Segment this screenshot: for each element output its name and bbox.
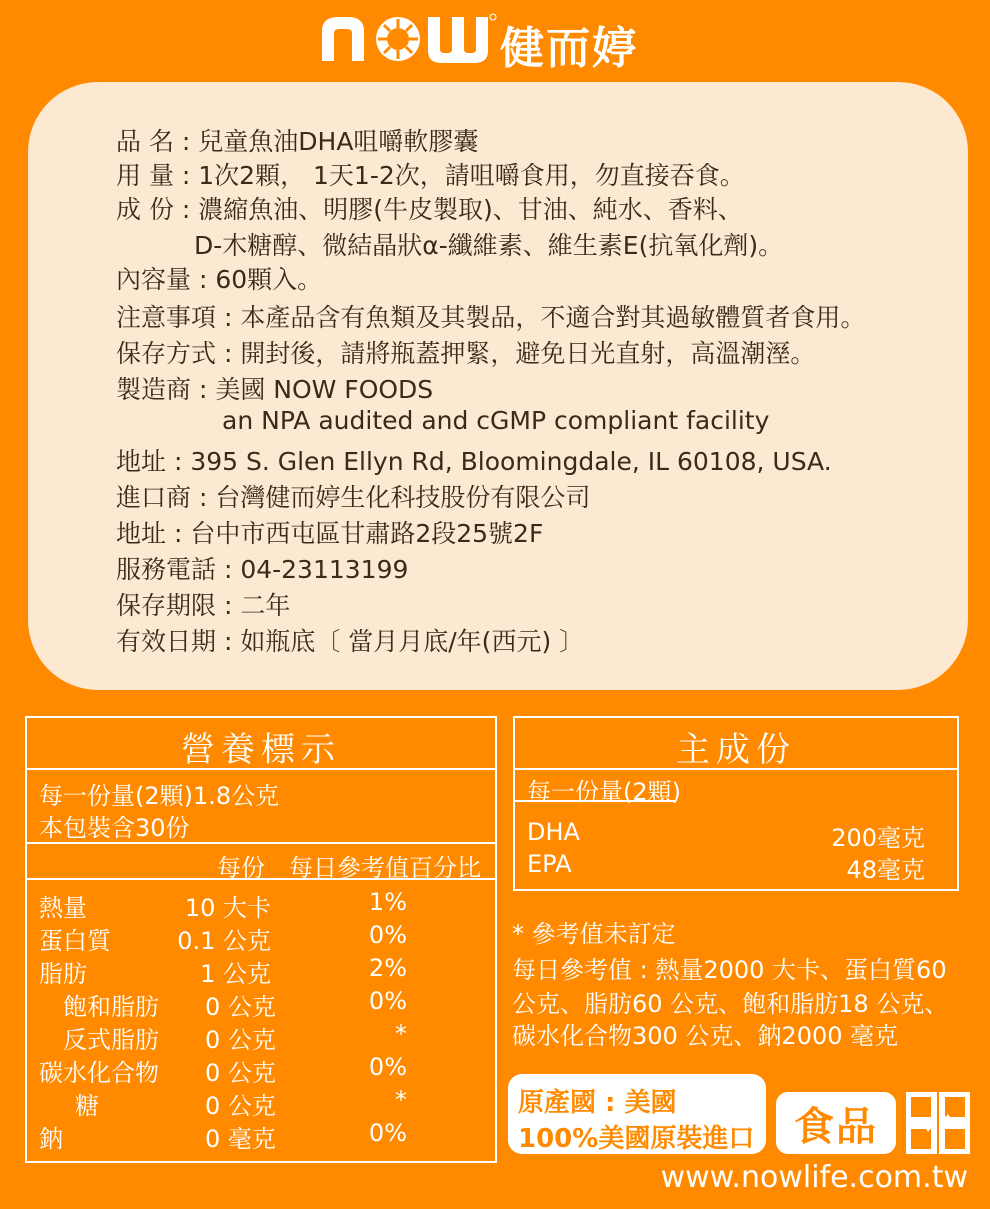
col-per-serving: 每份	[217, 854, 265, 882]
nutrient-name: 熱量	[39, 894, 87, 922]
nutrient-pct: 0%	[368, 987, 407, 1015]
nutrient-pct: 2%	[368, 954, 407, 982]
servings-per-pack: 本包裝含30份	[39, 814, 190, 842]
info-shelf-life: 保存期限 : 二年	[116, 591, 291, 620]
nutrient-name: 脂肪	[39, 960, 87, 988]
info-dosage: 用 量 : 1次2顆， 1天1-2次，請咀嚼食用，勿直接吞食。	[116, 161, 745, 190]
nutrient-name: 飽和脂肪	[63, 993, 159, 1021]
nutrient-amount: 0 公克	[205, 993, 276, 1021]
website-url: www.nowlife.com.tw	[660, 1160, 968, 1195]
product-info-box	[28, 82, 968, 690]
origin-import: 100%美國原裝進口	[518, 1124, 755, 1154]
note-daily-values-end: 碳水化合物300 公克、鈉2000 毫克	[512, 1022, 899, 1050]
nutrient-amount: 0 公克	[205, 1026, 276, 1054]
nutrition-row	[39, 987, 419, 1020]
info-ingredients: 成 份 : 濃縮魚油、明膠(牛皮製取)、甘油、純水、香料、	[116, 195, 743, 224]
nutrient-name: 反式脂肪	[63, 1026, 159, 1054]
info-storage: 保存方式 : 開封後，請將瓶蓋押緊，避免日光直射，高溫潮溼。	[116, 339, 816, 368]
nutrient-pct: 1%	[368, 888, 407, 916]
info-importer: 進口商 : 台灣健而婷生化科技股份有限公司	[116, 483, 591, 512]
divider	[27, 768, 495, 770]
nutrient-pct: *	[395, 1020, 407, 1048]
nutrient-amount: 0.1 公克	[177, 927, 271, 955]
main-serving-size: 每一份量(2顆)	[527, 778, 681, 806]
nutrient-name: 碳水化合物	[39, 1059, 159, 1087]
nutrition-row	[39, 1086, 419, 1119]
info-address-tw: 地址 : 台中市西屯區甘肅路2段25號2F	[116, 519, 544, 548]
nutrient-amount: 0 公克	[205, 1092, 276, 1120]
main-ingredients-title: 主成份	[676, 730, 796, 770]
nutrition-title: 營養標示	[181, 730, 341, 770]
ingredient-amount-dha: 200毫克	[831, 824, 925, 852]
info-caution: 注意事項 : 本產品含有魚類及其製品，不適合對其過敏體質者食用。	[116, 303, 866, 332]
divider	[515, 800, 675, 802]
info-address-us: 地址 : 395 S. Glen Ellyn Rd, Bloomingdale, IL 60108, USA.	[116, 447, 832, 476]
info-phone: 服務電話 : 04-23113199	[116, 555, 409, 584]
nutrient-name: 蛋白質	[39, 927, 111, 955]
ingredient-amount-epa: 48毫克	[846, 856, 925, 884]
nutrient-amount: 10 大卡	[184, 894, 271, 922]
recycle-icon	[906, 1092, 970, 1154]
nutrient-amount: 0 毫克	[205, 1125, 276, 1153]
info-manufacturer: 製造商 : 美國 NOW FOODS	[116, 375, 434, 404]
serving-size: 每一份量(2顆)1.8公克	[39, 782, 280, 810]
nutrition-panel	[25, 716, 497, 1163]
col-daily-pct: 每日參考值百分比	[289, 854, 481, 882]
nutrition-row	[39, 1119, 419, 1152]
origin-country: 原產國 : 美國	[518, 1088, 677, 1118]
main-ingredients-panel	[513, 716, 959, 891]
nutrient-pct: 0%	[368, 1053, 407, 1081]
now-logo	[318, 8, 498, 68]
ingredient-name-epa: EPA	[527, 850, 572, 878]
nutrient-amount: 0 公克	[205, 1059, 276, 1087]
info-product-name: 品 名 : 兒童魚油DHA咀嚼軟膠囊	[116, 127, 479, 156]
nutrition-row	[39, 954, 419, 987]
nutrient-pct: 0%	[368, 1119, 407, 1147]
nutrition-row	[39, 1053, 419, 1086]
nutrition-row	[39, 921, 419, 954]
note-daily-values: 每日參考值 : 熱量2000 大卡、蛋白質60	[512, 956, 947, 984]
food-label: 食品	[776, 1092, 896, 1154]
info-expiry: 有效日期 : 如瓶底〔 當月月底/年(西元) 〕	[116, 627, 585, 656]
divider	[515, 768, 957, 770]
brand-name: 健而婷	[500, 23, 638, 74]
nutrient-pct: *	[395, 1086, 407, 1114]
nutrition-row	[39, 1020, 419, 1053]
ingredient-name-dha: DHA	[527, 818, 580, 846]
note-daily-values-cont: 公克、脂肪60 公克、飽和脂肪18 公克、	[512, 990, 949, 1018]
nutrient-name: 鈉	[39, 1125, 63, 1153]
nutrient-amount: 1 公克	[200, 960, 271, 988]
info-ingredients-cont: D-木糖醇、微結晶狀α-纖維素、維生素E(抗氧化劑)。	[194, 231, 784, 260]
nutrient-pct: 0%	[368, 921, 407, 949]
info-contents: 內容量 : 60顆入。	[116, 265, 323, 294]
note-not-set: * 參考值未訂定	[512, 920, 676, 948]
info-facility: an NPA audited and cGMP compliant facility	[222, 406, 770, 435]
divider	[27, 842, 495, 844]
nutrition-row	[39, 888, 419, 921]
origin-badge	[508, 1074, 766, 1154]
divider	[27, 878, 495, 880]
now-logo-icon	[318, 9, 498, 67]
nutrient-name: 糖	[75, 1092, 99, 1120]
